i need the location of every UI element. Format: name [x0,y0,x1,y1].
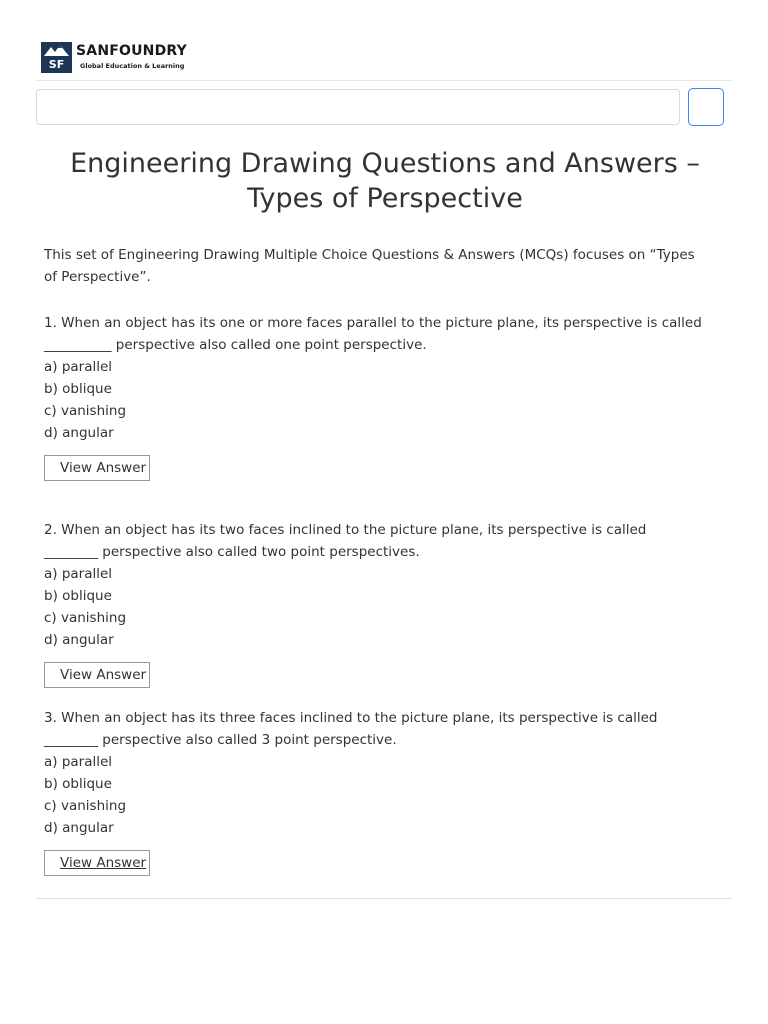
logo-initials: SF [48,58,65,71]
question-text: 1. When an object has its one or more faces parallel to the picture plane, its perspective is called __________ perspective also called one point perspective. [44,315,702,353]
option-b: b) oblique [44,588,112,604]
question-1 [44,312,704,481]
option-c: c) vanishing [44,798,127,814]
mountain-icon [41,42,72,58]
option-b: b) oblique [44,776,112,792]
view-answer-button[interactable] [44,455,150,481]
option-a: a) parallel [44,359,113,375]
footer-divider [36,898,732,899]
search-input[interactable] [36,89,680,125]
view-answer-label: View Answer [60,855,147,871]
question-text: 3. When an object has its three faces inclined to the picture plane, its perspective is called ________ perspective also called 3 point perspective. [44,710,658,748]
option-b: b) oblique [44,381,112,397]
option-a: a) parallel [44,566,113,582]
view-answer-label: View Answer [60,460,147,476]
question-3 [44,707,704,876]
page-title: Engineering Drawing Questions and Answers – Types of Perspective [70,148,700,214]
logo-icon[interactable] [41,42,72,73]
option-d: d) angular [44,425,114,441]
brand-tagline: Global Education & Learning [80,62,185,70]
option-c: c) vanishing [44,610,127,626]
option-a: a) parallel [44,754,113,770]
question-text: 2. When an object has its two faces inclined to the picture plane, its perspective is called ________ perspective also called two point perspectives. [44,522,647,560]
option-c: c) vanishing [44,403,127,419]
view-answer-button[interactable] [44,662,150,688]
site-header [36,38,732,81]
view-answer-label: View Answer [60,667,147,683]
intro-text: This set of Engineering Drawing Multiple Choice Questions & Answers (MCQs) focuses on “Types of Perspective”. [44,247,695,285]
brand-name[interactable]: SANFOUNDRY [76,43,187,59]
view-answer-button[interactable] [44,850,150,876]
option-d: d) angular [44,820,114,836]
search-button[interactable] [688,88,724,126]
question-2 [44,519,704,688]
option-d: d) angular [44,632,114,648]
intro-section [44,244,704,288]
